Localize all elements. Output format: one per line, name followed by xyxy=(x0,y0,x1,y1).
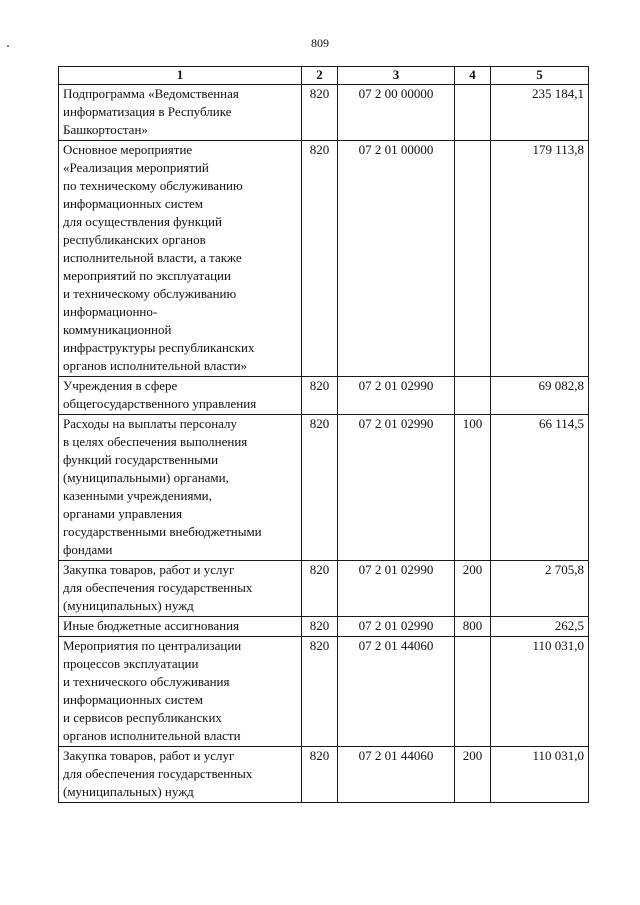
row-name-cell: Учреждения в сфере общегосударственного управления xyxy=(59,377,302,415)
row-admin-cell: 820 xyxy=(302,561,338,617)
row-type-cell xyxy=(455,141,491,377)
row-type-cell xyxy=(455,637,491,747)
row-code-cell: 07 2 01 44060 xyxy=(338,747,455,803)
table-row xyxy=(59,85,589,141)
row-name-cell: Основное мероприятие «Реализация мероприятий по техническому обслуживанию информационных систем для осуществления функций республиканских органов исполнительной власти, а также мероприятий по эксплуатации и техническому обслуживанию информационно- коммуникационной инфраструктуры республиканских органов исполнительной власти» xyxy=(59,141,302,377)
row-type-cell: 100 xyxy=(455,415,491,561)
row-code-cell: 07 2 01 00000 xyxy=(338,141,455,377)
row-admin-cell: 820 xyxy=(302,637,338,747)
row-name-cell: Мероприятия по централизации процессов эксплуатации и технического обслуживания информационных систем и сервисов республиканских органов исполнительной власти xyxy=(59,637,302,747)
row-name-cell: Расходы на выплаты персоналу в целях обеспечения выполнения функций государственными (муниципальными) органами, казенными учреждениями, органами управления государственными внебюджетными фондами xyxy=(59,415,302,561)
row-admin-cell: 820 xyxy=(302,415,338,561)
row-admin-cell: 820 xyxy=(302,617,338,637)
row-type-cell xyxy=(455,85,491,141)
table-body xyxy=(59,85,589,803)
row-admin-cell: 820 xyxy=(302,377,338,415)
table-row xyxy=(59,747,589,803)
row-name-cell: Закупка товаров, работ и услуг для обеспечения государственных (муниципальных) нужд xyxy=(59,561,302,617)
row-amount-cell: 69 082,8 xyxy=(491,377,589,415)
row-type-cell: 200 xyxy=(455,747,491,803)
budget-table xyxy=(58,66,589,803)
row-amount-cell: 66 114,5 xyxy=(491,415,589,561)
row-type-cell xyxy=(455,377,491,415)
row-code-cell: 07 2 01 02990 xyxy=(338,617,455,637)
row-admin-cell: 820 xyxy=(302,141,338,377)
row-amount-cell: 235 184,1 xyxy=(491,85,589,141)
row-amount-cell: 262,5 xyxy=(491,617,589,637)
row-admin-cell: 820 xyxy=(302,85,338,141)
header-col-3: 3 xyxy=(338,67,455,85)
row-code-cell: 07 2 01 02990 xyxy=(338,561,455,617)
row-amount-cell: 110 031,0 xyxy=(491,747,589,803)
row-admin-cell: 820 xyxy=(302,747,338,803)
table-row xyxy=(59,377,589,415)
table-row xyxy=(59,141,589,377)
row-code-cell: 07 2 00 00000 xyxy=(338,85,455,141)
row-code-cell: 07 2 01 44060 xyxy=(338,637,455,747)
header-col-4: 4 xyxy=(455,67,491,85)
header-col-2: 2 xyxy=(302,67,338,85)
row-name-cell: Подпрограмма «Ведомственная информатизация в Республике Башкортостан» xyxy=(59,85,302,141)
header-col-5: 5 xyxy=(491,67,589,85)
table-row xyxy=(59,415,589,561)
row-amount-cell: 2 705,8 xyxy=(491,561,589,617)
row-code-cell: 07 2 01 02990 xyxy=(338,415,455,561)
header-col-1: 1 xyxy=(59,67,302,85)
row-type-cell: 200 xyxy=(455,561,491,617)
row-amount-cell: 179 113,8 xyxy=(491,141,589,377)
row-name-cell: Закупка товаров, работ и услуг для обеспечения государственных (муниципальных) нужд xyxy=(59,747,302,803)
table-row xyxy=(59,617,589,637)
page-number: 809 xyxy=(311,36,329,50)
table-row xyxy=(59,637,589,747)
table-row xyxy=(59,561,589,617)
header-row xyxy=(59,67,589,85)
row-type-cell: 800 xyxy=(455,617,491,637)
row-amount-cell: 110 031,0 xyxy=(491,637,589,747)
table-header xyxy=(59,67,589,85)
row-code-cell: 07 2 01 02990 xyxy=(338,377,455,415)
row-name-cell: Иные бюджетные ассигнования xyxy=(59,617,302,637)
